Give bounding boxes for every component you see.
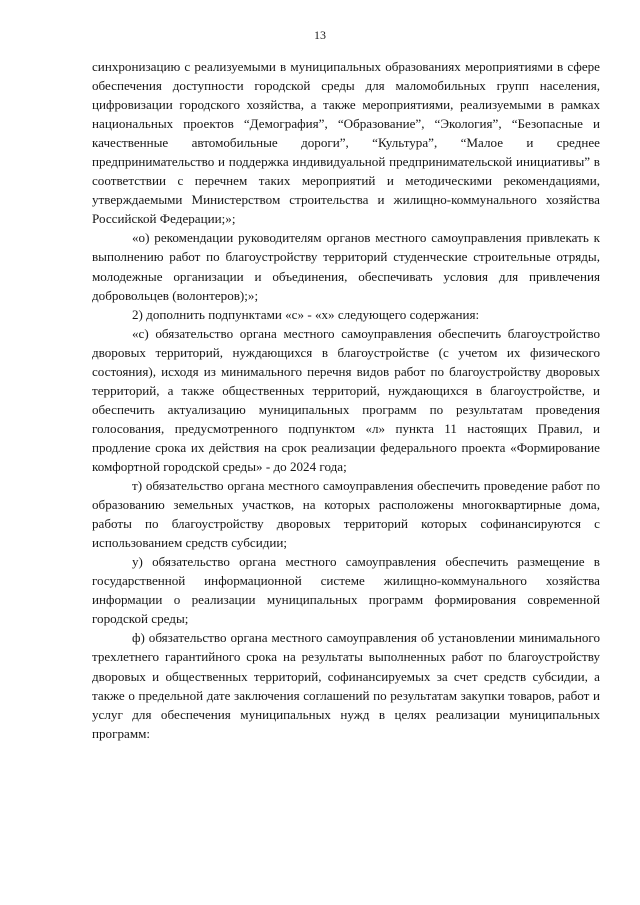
paragraph-item-s: «с) обязательство органа местного самоуправления обеспечить благоустройство дворовых территорий, нуждающихся в благоустройстве (с учетом их физического состояния), исходя из минимального перечня видов работ по благоустройству дворовых территорий, а также общественных территорий, нуждающихся в благоустройстве, и обеспечить актуализацию муниципальных программ по результатам проведения голосования, предусмотренного подпунктом «л» пункта 11 настоящих Правил, и продление срока их действия на срок реализации федерального проекта «Формирование комфортной городской среды» - до 2024 года; bbox=[92, 325, 600, 474]
paragraph-item-o: «о) рекомендации руководителям органов местного самоуправления привлекать к выполнению работ по благоустройству территорий студенческие строительные отряды, молодежные организации и объединения, обеспечивать условия для привлечения добровольцев (волонтеров);»; bbox=[92, 230, 600, 303]
paragraph-continuation: синхронизацию с реализуемыми в муниципальных образованиях мероприятиями в сфере обеспечения доступности городской среды для маломобильных групп населения, цифровизации городского хозяйства, а также мероприятиями, реализуемыми в рамках национальных проектов “Демография”, “Образование”, “Экология”, “Безопасные и качественные автомобильные дороги”, “Культура”, “Малое и среднее предпринимательство и поддержка индивидуальной предпринимательской инициативы” в соответствии с перечнем таких мероприятий и методическими рекомендациями, утверждаемыми Министерством строительства и жилищно-коммунального хозяйства Российской Федерации;»; bbox=[92, 59, 600, 227]
paragraph-amendment-2: 2) дополнить подпунктами «с» - «х» следующего содержания: bbox=[132, 306, 480, 322]
paragraph-item-u: у) обязательство органа местного самоуправления обеспечить размещение в государственной информационной системе жилищно-коммунального хозяйства информации о реализации муниципальных программ формирования современной городской среды; bbox=[92, 554, 600, 627]
page-number: 13 bbox=[314, 28, 326, 42]
paragraph-item-t: т) обязательство органа местного самоуправления обеспечить проведение работ по образованию земельных участков, на которых расположены многоквартирные дома, работы по благоустройству дворовых территорий которых софинансируются с использованием средств субсидии; bbox=[92, 478, 600, 551]
paragraph-item-f: ф) обязательство органа местного самоуправления об установлении минимального трехлетнего гарантийного срока на результаты выполненных работ по благоустройству дворовых и общественных территорий, софинансируемых за счет средств субсидии, а также о предельной дате заключения соглашений по результатам закупки товаров, работ и услуг для обеспечения муниципальных нужд в целях реализации муниципальных программ: bbox=[92, 630, 600, 741]
document-body bbox=[92, 57, 600, 743]
